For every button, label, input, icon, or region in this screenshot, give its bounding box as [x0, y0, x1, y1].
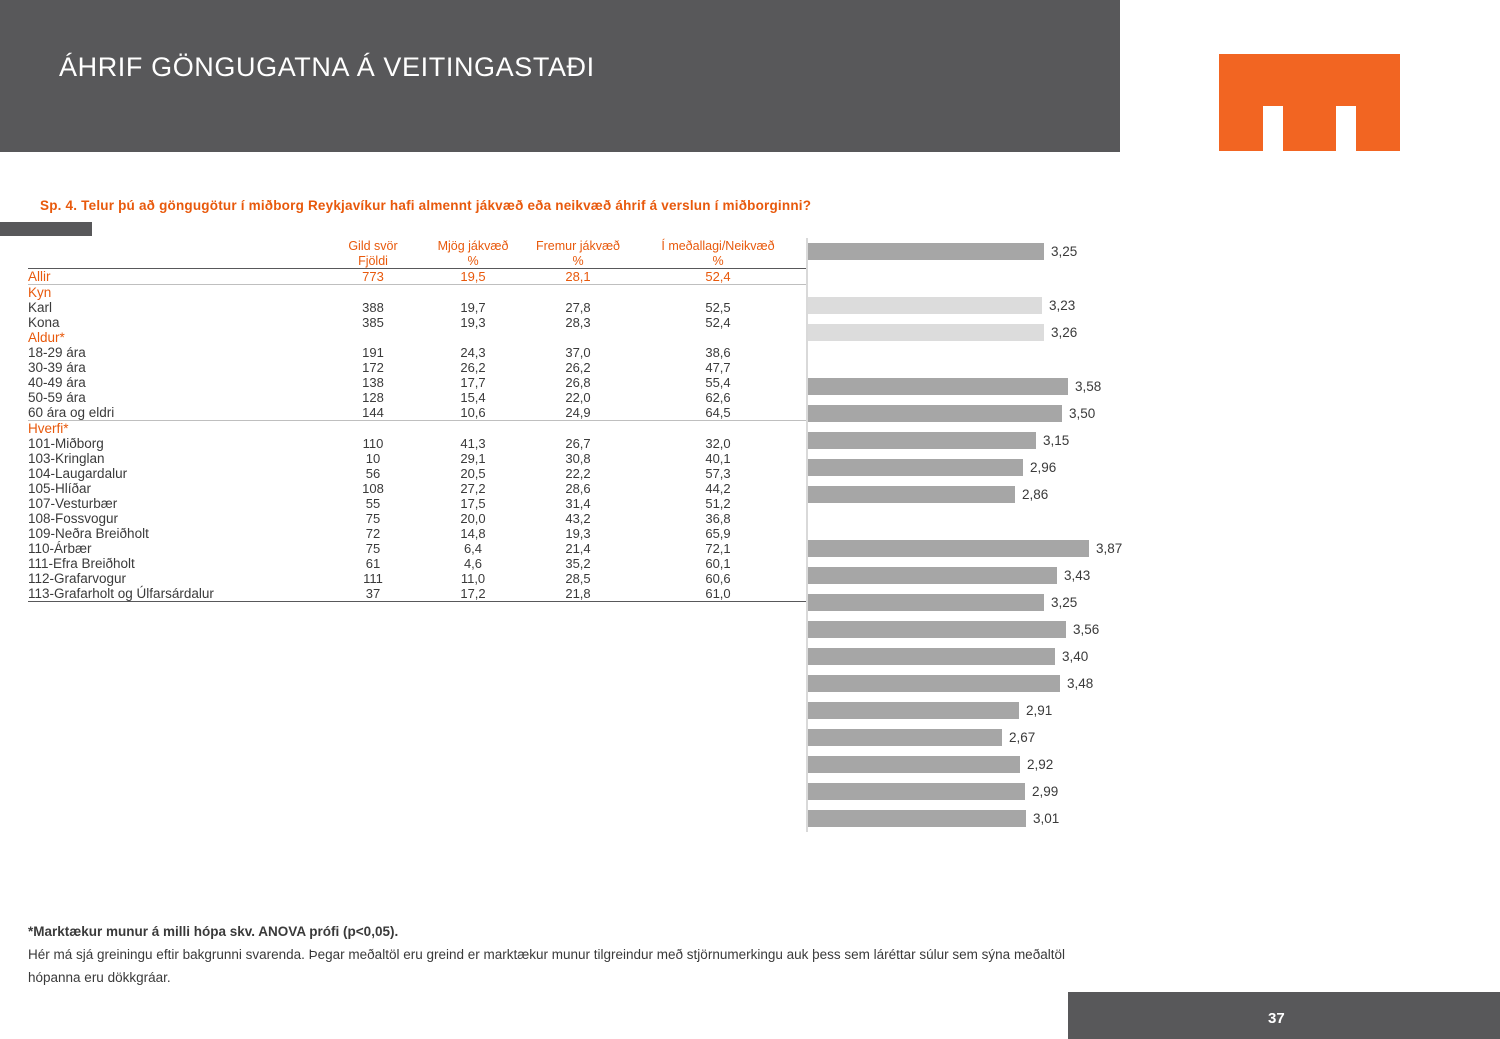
- bar-axis: [806, 697, 808, 724]
- table-row: [28, 300, 808, 315]
- bar-axis: [806, 373, 808, 400]
- table-row: [28, 571, 808, 586]
- row-n: 388: [362, 300, 384, 315]
- bar: [808, 459, 1023, 476]
- bar-row: [806, 427, 1446, 454]
- bar: [808, 540, 1089, 557]
- bar-value-label: 3,56: [1073, 622, 1100, 637]
- col-header-mjog: Mjög jákvæð: [437, 239, 509, 253]
- bar-axis: [806, 751, 808, 778]
- row-fremur: 30,8: [565, 451, 591, 466]
- bar: [808, 243, 1044, 260]
- bar-axis: [806, 319, 808, 346]
- row-label: 103-Kringlan: [28, 451, 105, 466]
- bar-value-label: 3,50: [1069, 406, 1096, 421]
- row-fremur: 26,7: [565, 436, 591, 451]
- row-mjog: [418, 330, 528, 345]
- bar-row: [806, 319, 1446, 346]
- bar-row: [806, 751, 1446, 778]
- row-label: 104-Laugardalur: [28, 466, 128, 481]
- bar-axis: [806, 346, 808, 373]
- row-mjog: 19,7: [460, 300, 486, 315]
- row-fremur: 37,0: [565, 345, 591, 360]
- row-label: 18-29 ára: [28, 345, 86, 360]
- row-medal: 60,1: [705, 556, 731, 571]
- row-mjog: 15,4: [460, 390, 486, 405]
- col-header-medal: Í meðallagi/Neikvæð: [661, 239, 775, 253]
- bar-value-label: 2,86: [1022, 487, 1049, 502]
- footnote-significance: *Marktækur munur á milli hópa skv. ANOVA prófi (p<0,05).: [28, 924, 399, 939]
- row-n: 111: [363, 571, 383, 586]
- bar-row: [806, 562, 1446, 589]
- table-row: [28, 466, 808, 481]
- bar-row: [806, 238, 1446, 265]
- row-mjog: 14,8: [460, 526, 486, 541]
- row-label: 112-Grafarvogur: [28, 571, 127, 586]
- table-row: [28, 421, 808, 437]
- row-label: 30-39 ára: [28, 360, 86, 375]
- bar: [808, 378, 1068, 395]
- bar-value-label: 3,25: [1051, 595, 1078, 610]
- row-fremur: 22,0: [565, 390, 591, 405]
- bar-value-label: 3,58: [1075, 379, 1102, 394]
- page-title: ÁHRIF GÖNGUGATNA Á VEITINGASTAÐI: [59, 52, 595, 82]
- bar-row: [806, 454, 1446, 481]
- bar: [808, 567, 1057, 584]
- bar: [808, 594, 1044, 611]
- bar: [808, 297, 1042, 314]
- row-mjog: [418, 421, 528, 437]
- col-header-label: [28, 238, 328, 254]
- bar-value-label: 2,67: [1009, 730, 1036, 745]
- row-n: [328, 330, 418, 345]
- bar-value-label: 2,96: [1030, 460, 1057, 475]
- table-row: [28, 360, 808, 375]
- col-unit-fremur: %: [528, 254, 628, 269]
- row-medal: 40,1: [705, 451, 731, 466]
- row-label: 109-Neðra Breiðholt: [28, 526, 149, 541]
- row-n: 56: [365, 466, 381, 481]
- row-n: 55: [365, 496, 381, 511]
- row-mjog: 19,3: [460, 315, 486, 330]
- table-row: [28, 375, 808, 390]
- bar: [808, 729, 1002, 746]
- row-medal: 64,5: [628, 405, 808, 421]
- row-medal: 55,4: [705, 375, 731, 390]
- bar-row: [806, 778, 1446, 805]
- orange-m-logo-icon: [1219, 54, 1400, 151]
- bar-row: [806, 292, 1446, 319]
- bar-value-label: 2,99: [1032, 784, 1059, 799]
- bar-value-label: 3,48: [1067, 676, 1094, 691]
- bar-value-label: 3,01: [1033, 811, 1060, 826]
- row-fremur: 28,1: [528, 269, 628, 285]
- col-unit-mjog: %: [418, 254, 528, 269]
- table-row: [28, 345, 808, 360]
- data-table: [28, 238, 808, 602]
- row-label: Kyn: [28, 285, 52, 300]
- row-mjog: 4,6: [463, 556, 483, 571]
- bar-axis: [806, 427, 808, 454]
- footnote-explanation-2: hópanna eru dökkgráar.: [28, 970, 171, 985]
- bar-value-label: 2,92: [1027, 757, 1054, 772]
- bar-value-label: 3,25: [1051, 244, 1078, 259]
- row-n: 61: [365, 556, 381, 571]
- bar-row: [806, 724, 1446, 751]
- row-label: Aldur*: [28, 330, 65, 345]
- row-label: 101-Miðborg: [28, 436, 104, 451]
- section-marker: [0, 222, 92, 236]
- row-label: Kona: [28, 315, 60, 330]
- bar-axis: [806, 805, 808, 832]
- bar-axis: [806, 778, 808, 805]
- row-label: Hverfi*: [28, 421, 69, 436]
- row-label: 60 ára og eldri: [28, 405, 328, 421]
- bar-value-label: 3,40: [1062, 649, 1089, 664]
- footnotes: [28, 920, 1428, 989]
- table-row: [28, 405, 808, 421]
- bar-axis: [806, 643, 808, 670]
- page-number: 37: [1268, 1010, 1285, 1027]
- table-row: [28, 526, 808, 541]
- row-n: 172: [362, 360, 384, 375]
- bar-value-label: 2,91: [1026, 703, 1053, 718]
- row-medal: 52,5: [705, 300, 731, 315]
- row-n: 10: [365, 451, 381, 466]
- bar-axis: [806, 265, 808, 292]
- bar-value-label: 3,15: [1043, 433, 1070, 448]
- table-row: [28, 511, 808, 526]
- row-label: Karl: [28, 300, 53, 315]
- row-n: 144: [328, 405, 418, 421]
- row-mjog: 17,7: [460, 375, 486, 390]
- row-n: [328, 421, 418, 437]
- footnote-explanation-1: Hér má sjá greiningu eftir bakgrunni svarenda. Þegar meðaltöl eru greind er marktækur munur tilgreindur með stjörnumerkingu auk þess sem láréttar súlur sem sýna meðaltöl: [28, 947, 1065, 962]
- bar-axis: [806, 562, 808, 589]
- table-row: [28, 315, 808, 330]
- row-label: 111-Efra Breiðholt: [28, 556, 135, 571]
- row-mjog: 24,3: [460, 345, 486, 360]
- row-fremur: 28,5: [565, 571, 591, 586]
- row-fremur: 21,4: [565, 541, 591, 556]
- row-mjog: [418, 285, 528, 301]
- row-n: 138: [362, 375, 384, 390]
- bar: [808, 783, 1025, 800]
- bar-axis: [806, 292, 808, 319]
- bar-axis: [806, 508, 808, 535]
- row-medal: 52,4: [705, 315, 731, 330]
- bar-axis: [806, 481, 808, 508]
- bar: [808, 810, 1026, 827]
- row-fremur: [528, 330, 628, 345]
- bar: [808, 486, 1015, 503]
- bar-row: [806, 535, 1446, 562]
- bar-row: [806, 265, 1446, 292]
- col-header-fremur: Fremur jákvæð: [535, 239, 621, 253]
- row-medal: 52,4: [628, 269, 808, 285]
- row-fremur: 22,2: [565, 466, 591, 481]
- row-fremur: 19,3: [565, 526, 591, 541]
- row-fremur: 26,2: [565, 360, 591, 375]
- col-header-n: Gild svör: [348, 239, 398, 253]
- bar: [808, 324, 1044, 341]
- table-row: [28, 541, 808, 556]
- row-label: 50-59 ára: [28, 390, 86, 405]
- table-row: [28, 390, 808, 405]
- bar-chart: [806, 238, 1446, 832]
- row-fremur: 35,2: [565, 556, 591, 571]
- table-row: [28, 269, 808, 285]
- table-row: [28, 436, 808, 451]
- row-mjog: 20,5: [460, 466, 486, 481]
- row-label: 107-Vesturbær: [28, 496, 118, 511]
- row-medal: [628, 285, 808, 301]
- row-fremur: 28,6: [565, 481, 591, 496]
- table-row: [28, 285, 808, 301]
- row-n: 773: [328, 269, 418, 285]
- bar-axis: [806, 670, 808, 697]
- bar: [808, 432, 1036, 449]
- row-medal: [628, 421, 808, 437]
- row-medal: 62,6: [705, 390, 731, 405]
- bar-row: [806, 508, 1446, 535]
- row-n: 191: [362, 345, 384, 360]
- row-n: 72: [365, 526, 381, 541]
- col-unit-medal: %: [628, 254, 808, 269]
- row-mjog: 17,2: [418, 586, 528, 602]
- row-mjog: 19,5: [418, 269, 528, 285]
- row-medal: 51,2: [705, 496, 731, 511]
- bar-axis: [806, 400, 808, 427]
- question-text: Sp. 4. Telur þú að göngugötur í miðborg Reykjavíkur hafi almennt jákvæð eða neikvæð áhrif á verslun í miðborginni?: [40, 198, 812, 213]
- row-medal: 38,6: [705, 345, 731, 360]
- row-fremur: 24,9: [528, 405, 628, 421]
- bar-row: [806, 670, 1446, 697]
- row-mjog: 17,5: [460, 496, 486, 511]
- row-mjog: 27,2: [460, 481, 486, 496]
- row-n: [328, 285, 418, 301]
- bar-axis: [806, 616, 808, 643]
- row-mjog: 20,0: [460, 511, 486, 526]
- row-medal: 61,0: [628, 586, 808, 602]
- bar: [808, 675, 1060, 692]
- table-unit-row: [28, 254, 808, 269]
- row-fremur: 31,4: [565, 496, 591, 511]
- row-mjog: 6,4: [463, 541, 483, 556]
- bar-row: [806, 400, 1446, 427]
- row-mjog: 41,3: [460, 436, 486, 451]
- bar-value-label: 3,23: [1049, 298, 1076, 313]
- bar-axis: [806, 238, 808, 265]
- col-unit-label: [28, 254, 328, 269]
- row-medal: 57,3: [705, 466, 731, 481]
- row-fremur: 27,8: [565, 300, 591, 315]
- row-label: 105-Hlíðar: [28, 481, 92, 496]
- bar-axis: [806, 724, 808, 751]
- row-label: 110-Árbær: [28, 541, 92, 556]
- bar: [808, 648, 1055, 665]
- row-mjog: 29,1: [460, 451, 486, 466]
- bar-value-label: 3,87: [1096, 541, 1123, 556]
- bar-axis: [806, 454, 808, 481]
- row-medal: 36,8: [705, 511, 731, 526]
- row-label: 108-Fossvogur: [28, 511, 119, 526]
- bar-row: [806, 643, 1446, 670]
- row-fremur: 21,8: [528, 586, 628, 602]
- row-fremur: 26,8: [565, 375, 591, 390]
- row-medal: 44,2: [705, 481, 731, 496]
- bar-row: [806, 697, 1446, 724]
- row-medal: 72,1: [705, 541, 731, 556]
- bar-axis: [806, 589, 808, 616]
- row-label: Allir: [28, 269, 328, 285]
- row-medal: [628, 330, 808, 345]
- row-n: 75: [365, 541, 381, 556]
- row-mjog: 26,2: [460, 360, 486, 375]
- row-mjog: 11,0: [460, 571, 486, 586]
- bar-row: [806, 481, 1446, 508]
- bar: [808, 756, 1020, 773]
- row-medal: 65,9: [705, 526, 731, 541]
- row-fremur: [528, 285, 628, 301]
- row-mjog: 10,6: [418, 405, 528, 421]
- bar: [808, 702, 1019, 719]
- bar-row: [806, 346, 1446, 373]
- row-medal: 32,0: [705, 436, 731, 451]
- bar-row: [806, 616, 1446, 643]
- table-header-row: [28, 238, 808, 254]
- row-label: 40-49 ára: [28, 375, 86, 390]
- bar-value-label: 3,43: [1064, 568, 1091, 583]
- table-row: [28, 330, 808, 345]
- bar-axis: [806, 535, 808, 562]
- bar-value-label: 3,26: [1051, 325, 1078, 340]
- row-n: 128: [362, 390, 384, 405]
- row-n: 110: [362, 436, 384, 451]
- bar-row: [806, 589, 1446, 616]
- bar: [808, 621, 1066, 638]
- row-fremur: 43,2: [565, 511, 591, 526]
- row-medal: 47,7: [705, 360, 731, 375]
- row-fremur: [528, 421, 628, 437]
- table-row: [28, 451, 808, 466]
- table-row: [28, 556, 808, 571]
- bar-row: [806, 805, 1446, 832]
- bar-row: [806, 373, 1446, 400]
- row-fremur: 28,3: [565, 315, 591, 330]
- row-n: 37: [328, 586, 418, 602]
- row-n: 108: [362, 481, 384, 496]
- table-row: [28, 586, 808, 602]
- row-label: 113-Grafarholt og Úlfarsárdalur: [28, 586, 328, 602]
- col-unit-n: Fjöldi: [328, 254, 418, 269]
- row-medal: 60,6: [705, 571, 731, 586]
- table-row: [28, 496, 808, 511]
- table-row: [28, 481, 808, 496]
- row-n: 385: [362, 315, 384, 330]
- row-n: 75: [365, 511, 381, 526]
- bar: [808, 405, 1062, 422]
